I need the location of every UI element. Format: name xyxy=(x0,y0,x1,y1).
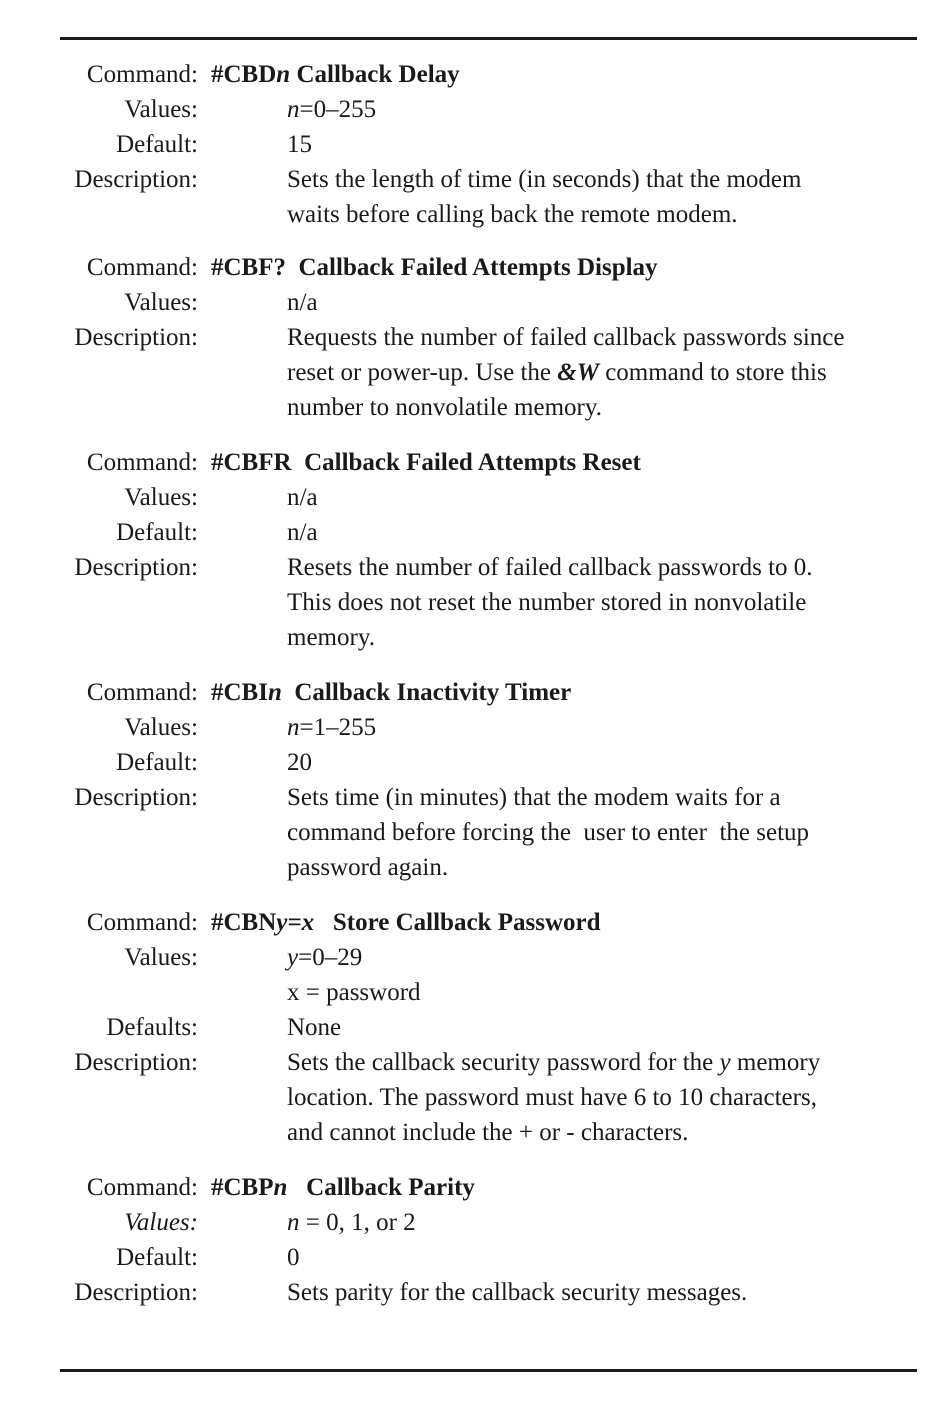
command-title: Callback Failed Attempts Reset xyxy=(304,449,641,476)
values-label: Values: xyxy=(124,289,198,316)
description-label: Description: xyxy=(74,784,198,811)
default-value: n/a xyxy=(287,519,318,546)
values-label: Values: xyxy=(124,714,198,741)
values-variable: n xyxy=(287,1209,300,1236)
command-heading xyxy=(211,250,658,285)
command-label: Command: xyxy=(86,449,198,476)
values-value xyxy=(287,1205,416,1240)
command-label: Command: xyxy=(86,254,198,281)
description-label: Description: xyxy=(74,166,198,193)
values-label: Values: xyxy=(124,96,198,123)
description-text xyxy=(287,1275,927,1310)
description-text xyxy=(287,1045,927,1150)
values-value xyxy=(287,92,376,127)
description-line: Resets the number of failed callback passwords to 0. xyxy=(287,554,813,581)
description-fragment: Sets the callback security password for the xyxy=(287,1049,720,1076)
inline-command: &W xyxy=(557,359,599,386)
command-title: Callback Failed Attempts Display xyxy=(298,254,658,281)
command-variable: n xyxy=(273,1174,288,1201)
description-line: Sets the length of time (in seconds) that the modem xyxy=(287,166,802,193)
command-code: #CBN xyxy=(211,909,277,936)
command-code: #CBF? xyxy=(211,254,286,281)
default-value: 20 xyxy=(287,749,312,776)
command-title: Callback Parity xyxy=(306,1174,475,1201)
description-variable: y xyxy=(719,1049,731,1076)
description-line: memory. xyxy=(287,624,375,651)
values-range: =0–255 xyxy=(299,96,377,123)
values-variable: y xyxy=(287,944,299,971)
values-range: = 0, 1, or 2 xyxy=(299,1209,416,1236)
description-line xyxy=(287,1045,927,1080)
description-text xyxy=(287,162,927,232)
description-line: Requests the number of failed callback passwords since xyxy=(287,324,845,351)
command-variable: n xyxy=(276,61,291,88)
default-label: Default: xyxy=(116,1244,198,1271)
description-line: command before forcing the user to enter the setup xyxy=(287,819,810,846)
values-value: x = password xyxy=(287,979,421,1006)
default-label: Default: xyxy=(116,749,198,776)
default-label: Default: xyxy=(116,131,198,158)
description-line: This does not reset the number stored in nonvolatile xyxy=(287,589,807,616)
values-variable: n xyxy=(287,96,300,123)
values-value: n/a xyxy=(287,289,318,316)
description-line: number to nonvolatile memory. xyxy=(287,394,602,421)
default-value: 15 xyxy=(287,131,312,158)
description-line: and cannot include the + or - characters. xyxy=(287,1119,689,1146)
values-value xyxy=(287,710,376,745)
description-label: Description: xyxy=(74,324,198,351)
command-code: #CBFR xyxy=(211,449,292,476)
command-label: Command: xyxy=(86,61,198,88)
command-label: Command: xyxy=(86,679,198,706)
values-range: =1–255 xyxy=(299,714,377,741)
description-text xyxy=(287,320,927,425)
description-line: Sets parity for the callback security messages. xyxy=(287,1279,748,1306)
command-code: #CBI xyxy=(211,679,268,706)
default-value: 0 xyxy=(287,1244,300,1271)
description-line: location. The password must have 6 to 10 characters, xyxy=(287,1084,817,1111)
command-title: Callback Delay xyxy=(296,61,460,88)
description-line: password again. xyxy=(287,854,449,881)
description-fragment: command to store this xyxy=(598,359,827,386)
command-code: #CBD xyxy=(211,61,277,88)
default-label: Default: xyxy=(116,519,198,546)
top-rule xyxy=(60,37,917,40)
values-variable: n xyxy=(287,714,300,741)
command-label: Command: xyxy=(86,1174,198,1201)
values-label: Values: xyxy=(124,484,198,511)
values-value xyxy=(287,940,362,975)
description-line xyxy=(287,355,927,390)
values-value: n/a xyxy=(287,484,318,511)
description-fragment: reset or power-up. Use the xyxy=(287,359,558,386)
description-line: Sets time (in minutes) that the modem waits for a xyxy=(287,784,781,811)
description-text xyxy=(287,550,927,655)
command-code: #CBP xyxy=(211,1174,274,1201)
command-title: Callback Inactivity Timer xyxy=(294,679,572,706)
command-heading xyxy=(211,675,571,710)
description-label: Description: xyxy=(74,1279,198,1306)
command-heading xyxy=(211,57,460,92)
defaults-label: Defaults: xyxy=(106,1014,198,1041)
default-value: None xyxy=(287,1014,342,1041)
description-label: Description: xyxy=(74,554,198,581)
values-range: =0–29 xyxy=(298,944,363,971)
command-title: Store Callback Password xyxy=(332,909,601,936)
command-heading xyxy=(211,1170,475,1205)
command-label: Command: xyxy=(86,909,198,936)
description-line: waits before calling back the remote modem. xyxy=(287,201,738,228)
command-heading xyxy=(211,445,641,480)
command-variable: n xyxy=(267,679,282,706)
values-label: Values: xyxy=(124,1209,198,1236)
description-text xyxy=(287,780,927,885)
description-fragment: memory xyxy=(730,1049,821,1076)
values-label: Values: xyxy=(124,944,198,971)
command-variable: y=x xyxy=(276,909,315,936)
description-label: Description: xyxy=(74,1049,198,1076)
bottom-rule xyxy=(60,1369,917,1372)
command-heading xyxy=(211,905,601,940)
